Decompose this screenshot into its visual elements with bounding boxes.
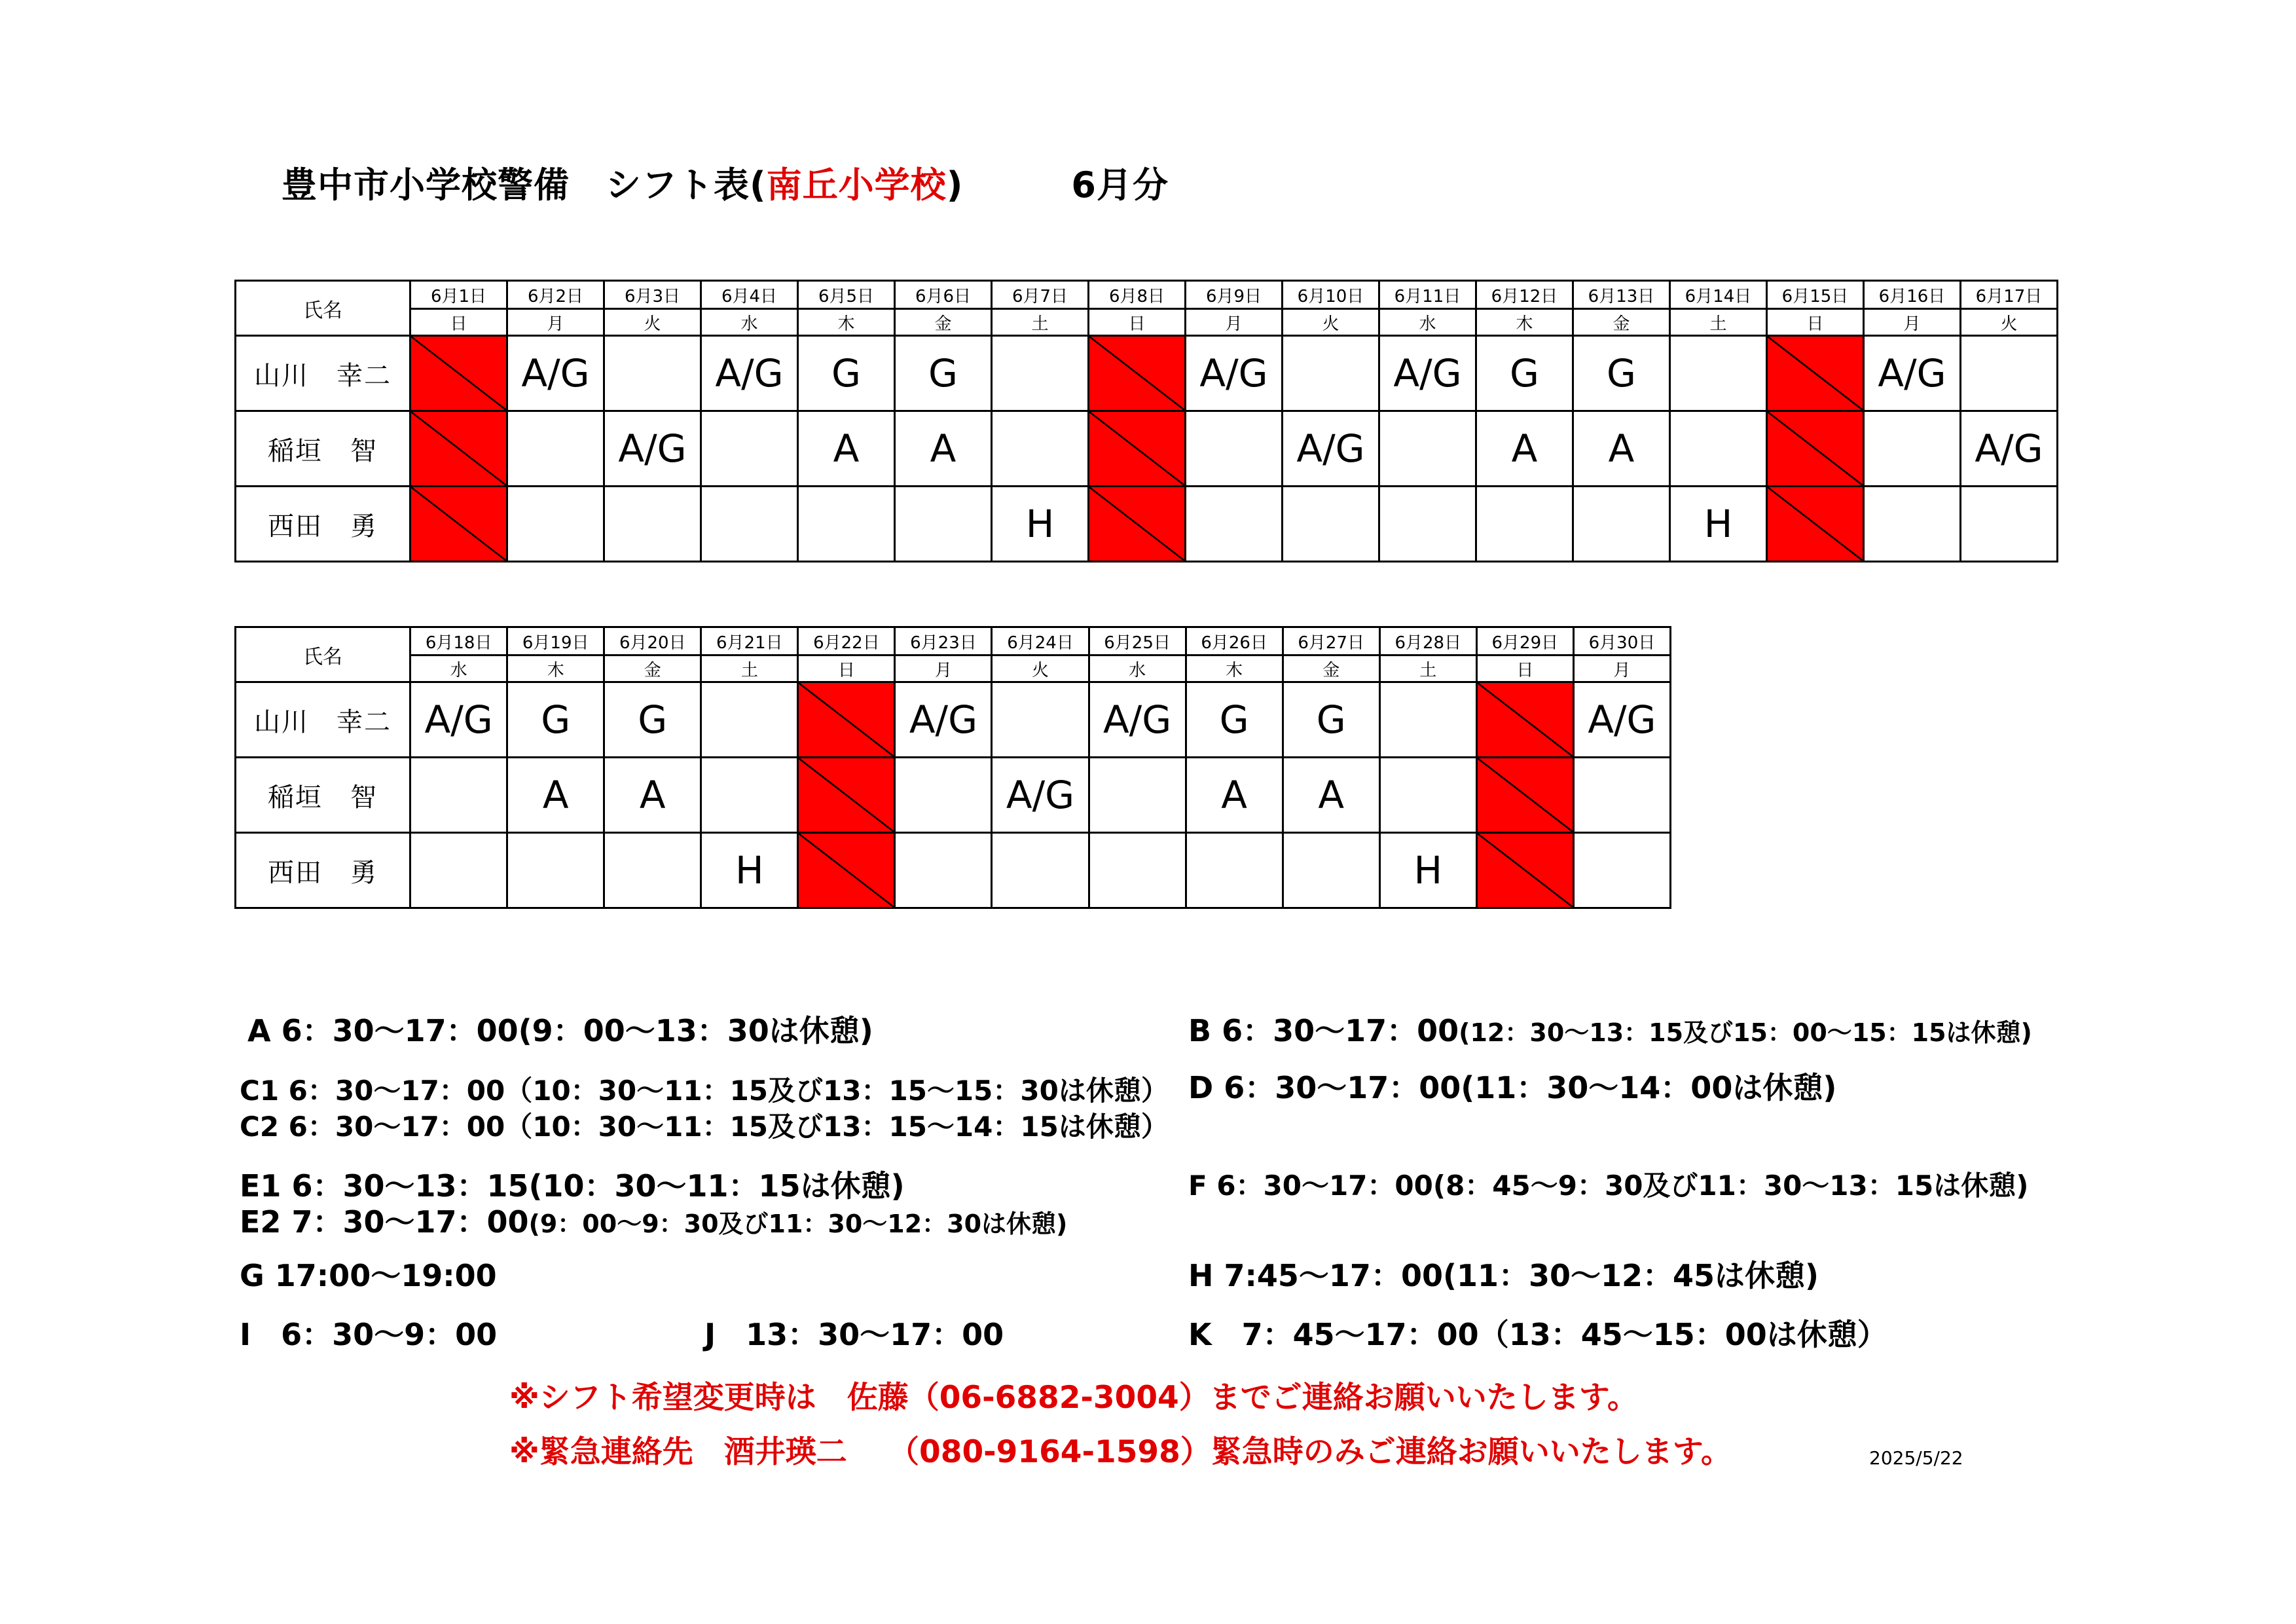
staff-name: 西田 勇 [236, 487, 410, 562]
off-day-cell [1089, 336, 1186, 411]
date-cell: 6月10日 [1283, 281, 1379, 309]
date-cell: 6月7日 [992, 281, 1089, 309]
weekday-cell: 日 [1476, 655, 1573, 682]
shift-cell: G [1283, 682, 1379, 758]
weekday-cell: 木 [798, 309, 895, 336]
legend-e1: E1 6：30〜13：15(10：30〜11：15は休憩) [240, 1168, 905, 1204]
shift-cell: A [604, 758, 701, 833]
shift-cell [1186, 487, 1283, 562]
staff-name: 西田 勇 [236, 833, 410, 908]
shift-cell [798, 487, 895, 562]
date-cell: 6月25日 [1089, 627, 1186, 655]
shift-cell [1379, 682, 1476, 758]
date-cell: 6月24日 [992, 627, 1089, 655]
date-cell: 6月2日 [507, 281, 604, 309]
issue-date: 2025/5/22 [1869, 1447, 1963, 1469]
shift-cell [1573, 833, 1670, 908]
shift-cell [604, 833, 701, 908]
off-day-slash [1089, 412, 1184, 485]
shift-cell: A/G [1283, 411, 1379, 487]
shift-cell [1379, 758, 1476, 833]
shift-cell [1186, 411, 1283, 487]
date-cell: 6月14日 [1670, 281, 1767, 309]
date-cell: 6月18日 [410, 627, 507, 655]
off-day-cell [1767, 411, 1864, 487]
legend-d: D 6：30〜17：00(11：30〜14：00は休憩) [1188, 1070, 1837, 1105]
off-day-cell [798, 758, 895, 833]
staff-row [236, 487, 2058, 562]
shift-cell: A/G [895, 682, 992, 758]
weekday-cell: 木 [1186, 655, 1283, 682]
shift-cell: H [1670, 487, 1767, 562]
off-day-slash [799, 758, 894, 832]
off-day-slash [1089, 337, 1184, 410]
shift-cell [1283, 833, 1379, 908]
shift-cell [1670, 336, 1767, 411]
date-cell: 6月12日 [1476, 281, 1573, 309]
shift-cell [1573, 758, 1670, 833]
shift-cell [1864, 411, 1961, 487]
legend-c2: C2 6：30〜17：00（10：30〜11：15及び13：15〜14：15は休憩） [240, 1111, 1169, 1143]
shift-cell: A/G [1573, 682, 1670, 758]
weekday-cell: 火 [992, 655, 1089, 682]
legend-e2-note: (9：00〜9：30及び11：30〜12：30は休憩) [528, 1209, 1068, 1238]
date-cell: 6月11日 [1379, 281, 1476, 309]
shift-cell [1089, 833, 1186, 908]
title-prefix: 豊中市小学校警備 シフト表( [282, 164, 767, 206]
off-day-slash [799, 683, 894, 756]
shift-cell: A [895, 411, 992, 487]
off-day-slash [1768, 412, 1863, 485]
legend-i: I 6：30〜9：00 [240, 1317, 498, 1352]
date-cell: 6月8日 [1089, 281, 1186, 309]
name-column-header: 氏名 [236, 281, 410, 336]
date-cell: 6月22日 [798, 627, 895, 655]
date-header-row [236, 281, 2058, 309]
off-day-slash [1768, 337, 1863, 410]
off-day-slash [1768, 487, 1863, 561]
off-day-slash [1478, 683, 1573, 756]
shift-cell: A/G [1089, 682, 1186, 758]
shift-cell: G [895, 336, 992, 411]
shift-cell [1476, 487, 1573, 562]
shift-cell: A [507, 758, 604, 833]
weekday-cell: 土 [1379, 655, 1476, 682]
shift-cell: A/G [1379, 336, 1476, 411]
off-day-cell [1476, 682, 1573, 758]
shift-cell [410, 833, 507, 908]
date-cell: 6月27日 [1283, 627, 1379, 655]
legend-f: F 6：30〜17：00(8：45〜9：30及び11：30〜13：15は休憩) [1188, 1170, 2029, 1202]
shift-cell: A/G [1961, 411, 2058, 487]
date-cell: 6月16日 [1864, 281, 1961, 309]
date-cell: 6月28日 [1379, 627, 1476, 655]
legend-b-note: (12：30〜13：15及び15：00〜15：15は休憩) [1459, 1018, 2032, 1047]
shift-cell: G [1573, 336, 1670, 411]
title-school: 南丘小学校 [766, 164, 947, 206]
shift-cell: A [1283, 758, 1379, 833]
date-cell: 6月6日 [895, 281, 992, 309]
staff-row [236, 336, 2058, 411]
weekday-cell: 土 [701, 655, 798, 682]
weekday-cell: 水 [1089, 655, 1186, 682]
title-suffix: ) 6月分 [946, 164, 1169, 206]
staff-row [236, 682, 1671, 758]
staff-name: 稲垣 智 [236, 758, 410, 833]
shift-cell [992, 411, 1089, 487]
legend-e2 [240, 1198, 1067, 1242]
shift-cell [701, 682, 798, 758]
shift-cell: A [1573, 411, 1670, 487]
off-day-cell [1089, 411, 1186, 487]
shift-cell: A/G [604, 411, 701, 487]
shift-cell: A/G [992, 758, 1089, 833]
shift-cell [507, 487, 604, 562]
legend-b-main: B 6：30〜17：00 [1188, 1013, 1459, 1048]
shift-cell [1573, 487, 1670, 562]
shift-cell [410, 758, 507, 833]
weekday-cell: 水 [701, 309, 798, 336]
shift-cell [1961, 336, 2058, 411]
weekday-cell: 金 [604, 655, 701, 682]
shift-cell [992, 682, 1089, 758]
shift-table-first-half [234, 280, 2058, 563]
shift-cell [1379, 487, 1476, 562]
weekday-cell: 土 [1670, 309, 1767, 336]
date-cell: 6月20日 [604, 627, 701, 655]
name-column-header: 氏名 [236, 627, 410, 682]
weekday-cell: 木 [1476, 309, 1573, 336]
date-cell: 6月21日 [701, 627, 798, 655]
date-cell: 6月26日 [1186, 627, 1283, 655]
off-day-slash [411, 412, 506, 485]
shift-cell: G [1186, 682, 1283, 758]
date-cell: 6月29日 [1476, 627, 1573, 655]
off-day-cell [410, 411, 507, 487]
shift-cell [1283, 487, 1379, 562]
legend-j: J 13：30〜17：00 [704, 1317, 1004, 1352]
weekday-cell: 土 [992, 309, 1089, 336]
shift-cell [604, 336, 701, 411]
shift-cell [701, 487, 798, 562]
date-cell: 6月4日 [701, 281, 798, 309]
date-cell: 6月1日 [410, 281, 507, 309]
shift-cell [992, 833, 1089, 908]
legend-c1: C1 6：30〜17：00（10：30〜11：15及び13：15〜15：30は休憩） [240, 1075, 1169, 1107]
shift-cell: H [1379, 833, 1476, 908]
staff-name: 稲垣 智 [236, 411, 410, 487]
date-cell: 6月19日 [507, 627, 604, 655]
date-cell: 6月30日 [1573, 627, 1670, 655]
off-day-slash [1089, 487, 1184, 561]
weekday-cell: 火 [604, 309, 701, 336]
staff-row [236, 833, 1671, 908]
shift-cell: A/G [1864, 336, 1961, 411]
legend-k: K 7：45〜17：00（13：45〜15：00は休憩） [1188, 1317, 1887, 1352]
date-header-row [236, 627, 1671, 655]
staff-row [236, 411, 2058, 487]
page-title [282, 157, 1169, 208]
weekday-header-row [236, 309, 2058, 336]
date-cell: 6月17日 [1961, 281, 2058, 309]
off-day-cell [1767, 336, 1864, 411]
staff-row [236, 758, 1671, 833]
shift-cell [895, 833, 992, 908]
legend-a: A 6：30〜17：00(9：00〜13：30は休憩) [247, 1013, 873, 1048]
legend-h: H 7:45〜17：00(11：30〜12：45は休憩) [1188, 1258, 1819, 1293]
shift-cell [1379, 411, 1476, 487]
date-cell: 6月3日 [604, 281, 701, 309]
weekday-cell: 日 [1767, 309, 1864, 336]
off-day-slash [799, 834, 894, 907]
staff-name: 山川 幸二 [236, 682, 410, 758]
date-cell: 6月9日 [1186, 281, 1283, 309]
shift-table-second-half [234, 626, 1671, 909]
shift-cell [507, 833, 604, 908]
shift-cell: H [701, 833, 798, 908]
shift-cell: A/G [701, 336, 798, 411]
legend-g: G 17:00〜19:00 [240, 1258, 497, 1293]
weekday-cell: 火 [1283, 309, 1379, 336]
shift-cell [1864, 487, 1961, 562]
date-cell: 6月23日 [895, 627, 992, 655]
off-day-cell [1476, 758, 1573, 833]
off-day-slash [411, 337, 506, 410]
shift-cell [895, 487, 992, 562]
shift-cell [895, 758, 992, 833]
shift-cell: G [507, 682, 604, 758]
off-day-cell [410, 336, 507, 411]
weekday-cell: 日 [798, 655, 895, 682]
weekday-cell: 月 [1573, 655, 1670, 682]
off-day-cell [1476, 833, 1573, 908]
notice-emergency-contact: ※緊急連絡先 酒井瑛二 （080-9164-1598）緊急時のみご連絡お願いいたします。 [509, 1434, 1732, 1470]
weekday-cell: 日 [1089, 309, 1186, 336]
weekday-cell: 月 [895, 655, 992, 682]
legend-e2-main: E2 7：30〜17：00 [240, 1204, 529, 1240]
shift-cell: G [1476, 336, 1573, 411]
shift-cell [992, 336, 1089, 411]
shift-cell [604, 487, 701, 562]
date-cell: 6月5日 [798, 281, 895, 309]
weekday-cell: 水 [1379, 309, 1476, 336]
off-day-slash [1478, 758, 1573, 832]
weekday-header-row [236, 655, 1671, 682]
weekday-cell: 金 [1283, 655, 1379, 682]
shift-cell [701, 411, 798, 487]
shift-cell: A [1186, 758, 1283, 833]
shift-cell: A [798, 411, 895, 487]
off-day-slash [1478, 834, 1573, 907]
off-day-cell [1089, 487, 1186, 562]
shift-cell: A/G [1186, 336, 1283, 411]
weekday-cell: 木 [507, 655, 604, 682]
shift-cell [1186, 833, 1283, 908]
date-cell: 6月15日 [1767, 281, 1864, 309]
off-day-slash [411, 487, 506, 561]
weekday-cell: 金 [895, 309, 992, 336]
shift-cell: A/G [410, 682, 507, 758]
shift-cell: G [604, 682, 701, 758]
shift-cell [1283, 336, 1379, 411]
shift-cell [1089, 758, 1186, 833]
shift-cell [1670, 411, 1767, 487]
off-day-cell [1767, 487, 1864, 562]
shift-cell: A/G [507, 336, 604, 411]
legend-b [1188, 1007, 2032, 1050]
weekday-cell: 金 [1573, 309, 1670, 336]
shift-cell [507, 411, 604, 487]
notice-shift-change: ※シフト希望変更時は 佐藤（06-6882-3004）までご連絡お願いいたします。 [509, 1380, 1638, 1416]
weekday-cell: 月 [1186, 309, 1283, 336]
weekday-cell: 水 [410, 655, 507, 682]
weekday-cell: 火 [1961, 309, 2058, 336]
off-day-cell [798, 682, 895, 758]
weekday-cell: 月 [507, 309, 604, 336]
off-day-cell [798, 833, 895, 908]
off-day-cell [410, 487, 507, 562]
shift-cell: G [798, 336, 895, 411]
shift-cell: A [1476, 411, 1573, 487]
weekday-cell: 月 [1864, 309, 1961, 336]
shift-cell [701, 758, 798, 833]
staff-name: 山川 幸二 [236, 336, 410, 411]
date-cell: 6月13日 [1573, 281, 1670, 309]
shift-cell [1961, 487, 2058, 562]
weekday-cell: 日 [410, 309, 507, 336]
shift-cell: H [992, 487, 1089, 562]
